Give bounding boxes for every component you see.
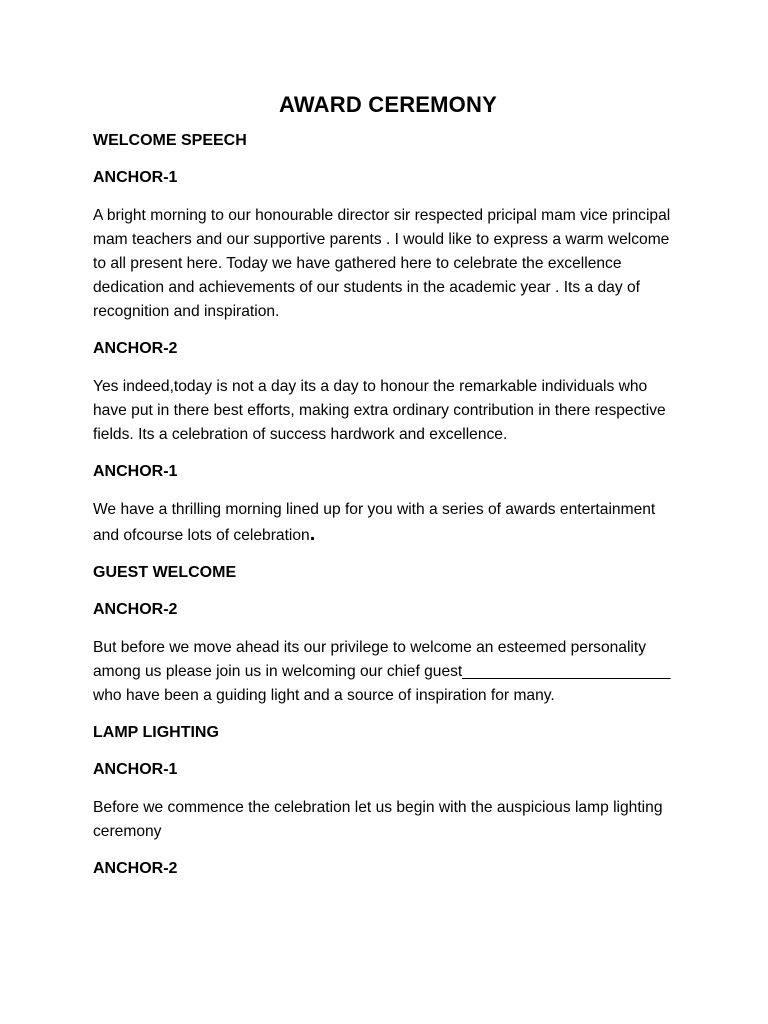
paragraph-chief-guest: But before we move ahead its our privilege to welcome an esteemed personality among us please join us in welcoming our chief guest________________________ who have been a guiding light and a source of inspiration for many. <box>93 639 671 704</box>
paragraph-trailing-period: . <box>309 523 316 545</box>
document-title: AWARD CEREMONY <box>279 92 497 117</box>
paragraph-lamp-lighting: Before we commence the celebration let us begin with the auspicious lamp lighting ceremony <box>93 799 663 840</box>
speaker-heading-anchor-2: ANCHOR-2 <box>93 860 178 877</box>
paragraph-honour: Yes indeed,today is not a day its a day to honour the remarkable individuals who have put in there best efforts, making extra ordinary contribution in there respective fields. Its a celebration of success hardwork and excellence. <box>93 378 666 443</box>
paragraph-thrilling-morning <box>93 498 683 548</box>
speaker-heading-anchor-1: ANCHOR-1 <box>93 761 178 778</box>
speaker-heading-anchor-1: ANCHOR-1 <box>93 169 178 186</box>
speaker-heading-anchor-1: ANCHOR-1 <box>93 463 178 480</box>
section-heading-lamp-lighting: LAMP LIGHTING <box>93 724 219 741</box>
speaker-heading-anchor-2: ANCHOR-2 <box>93 601 178 618</box>
speaker-heading-anchor-2: ANCHOR-2 <box>93 340 178 357</box>
section-heading-guest-welcome: GUEST WELCOME <box>93 564 237 581</box>
paragraph-welcome: A bright morning to our honourable director sir respected pricipal mam vice principal mam teachers and our supportive parents . I would like to express a warm welcome to all present here. Today we have gathered here to celebrate the excellence dedication and achievements of our students in the academic year . Its a day of recognition and inspiration. <box>93 207 671 320</box>
paragraph-thrilling-morning-text: We have a thrilling morning lined up for you with a series of awards entertainment and ofcourse lots of celebration <box>93 501 656 544</box>
section-heading-welcome-speech: WELCOME SPEECH <box>93 132 247 149</box>
document-page <box>93 88 683 895</box>
